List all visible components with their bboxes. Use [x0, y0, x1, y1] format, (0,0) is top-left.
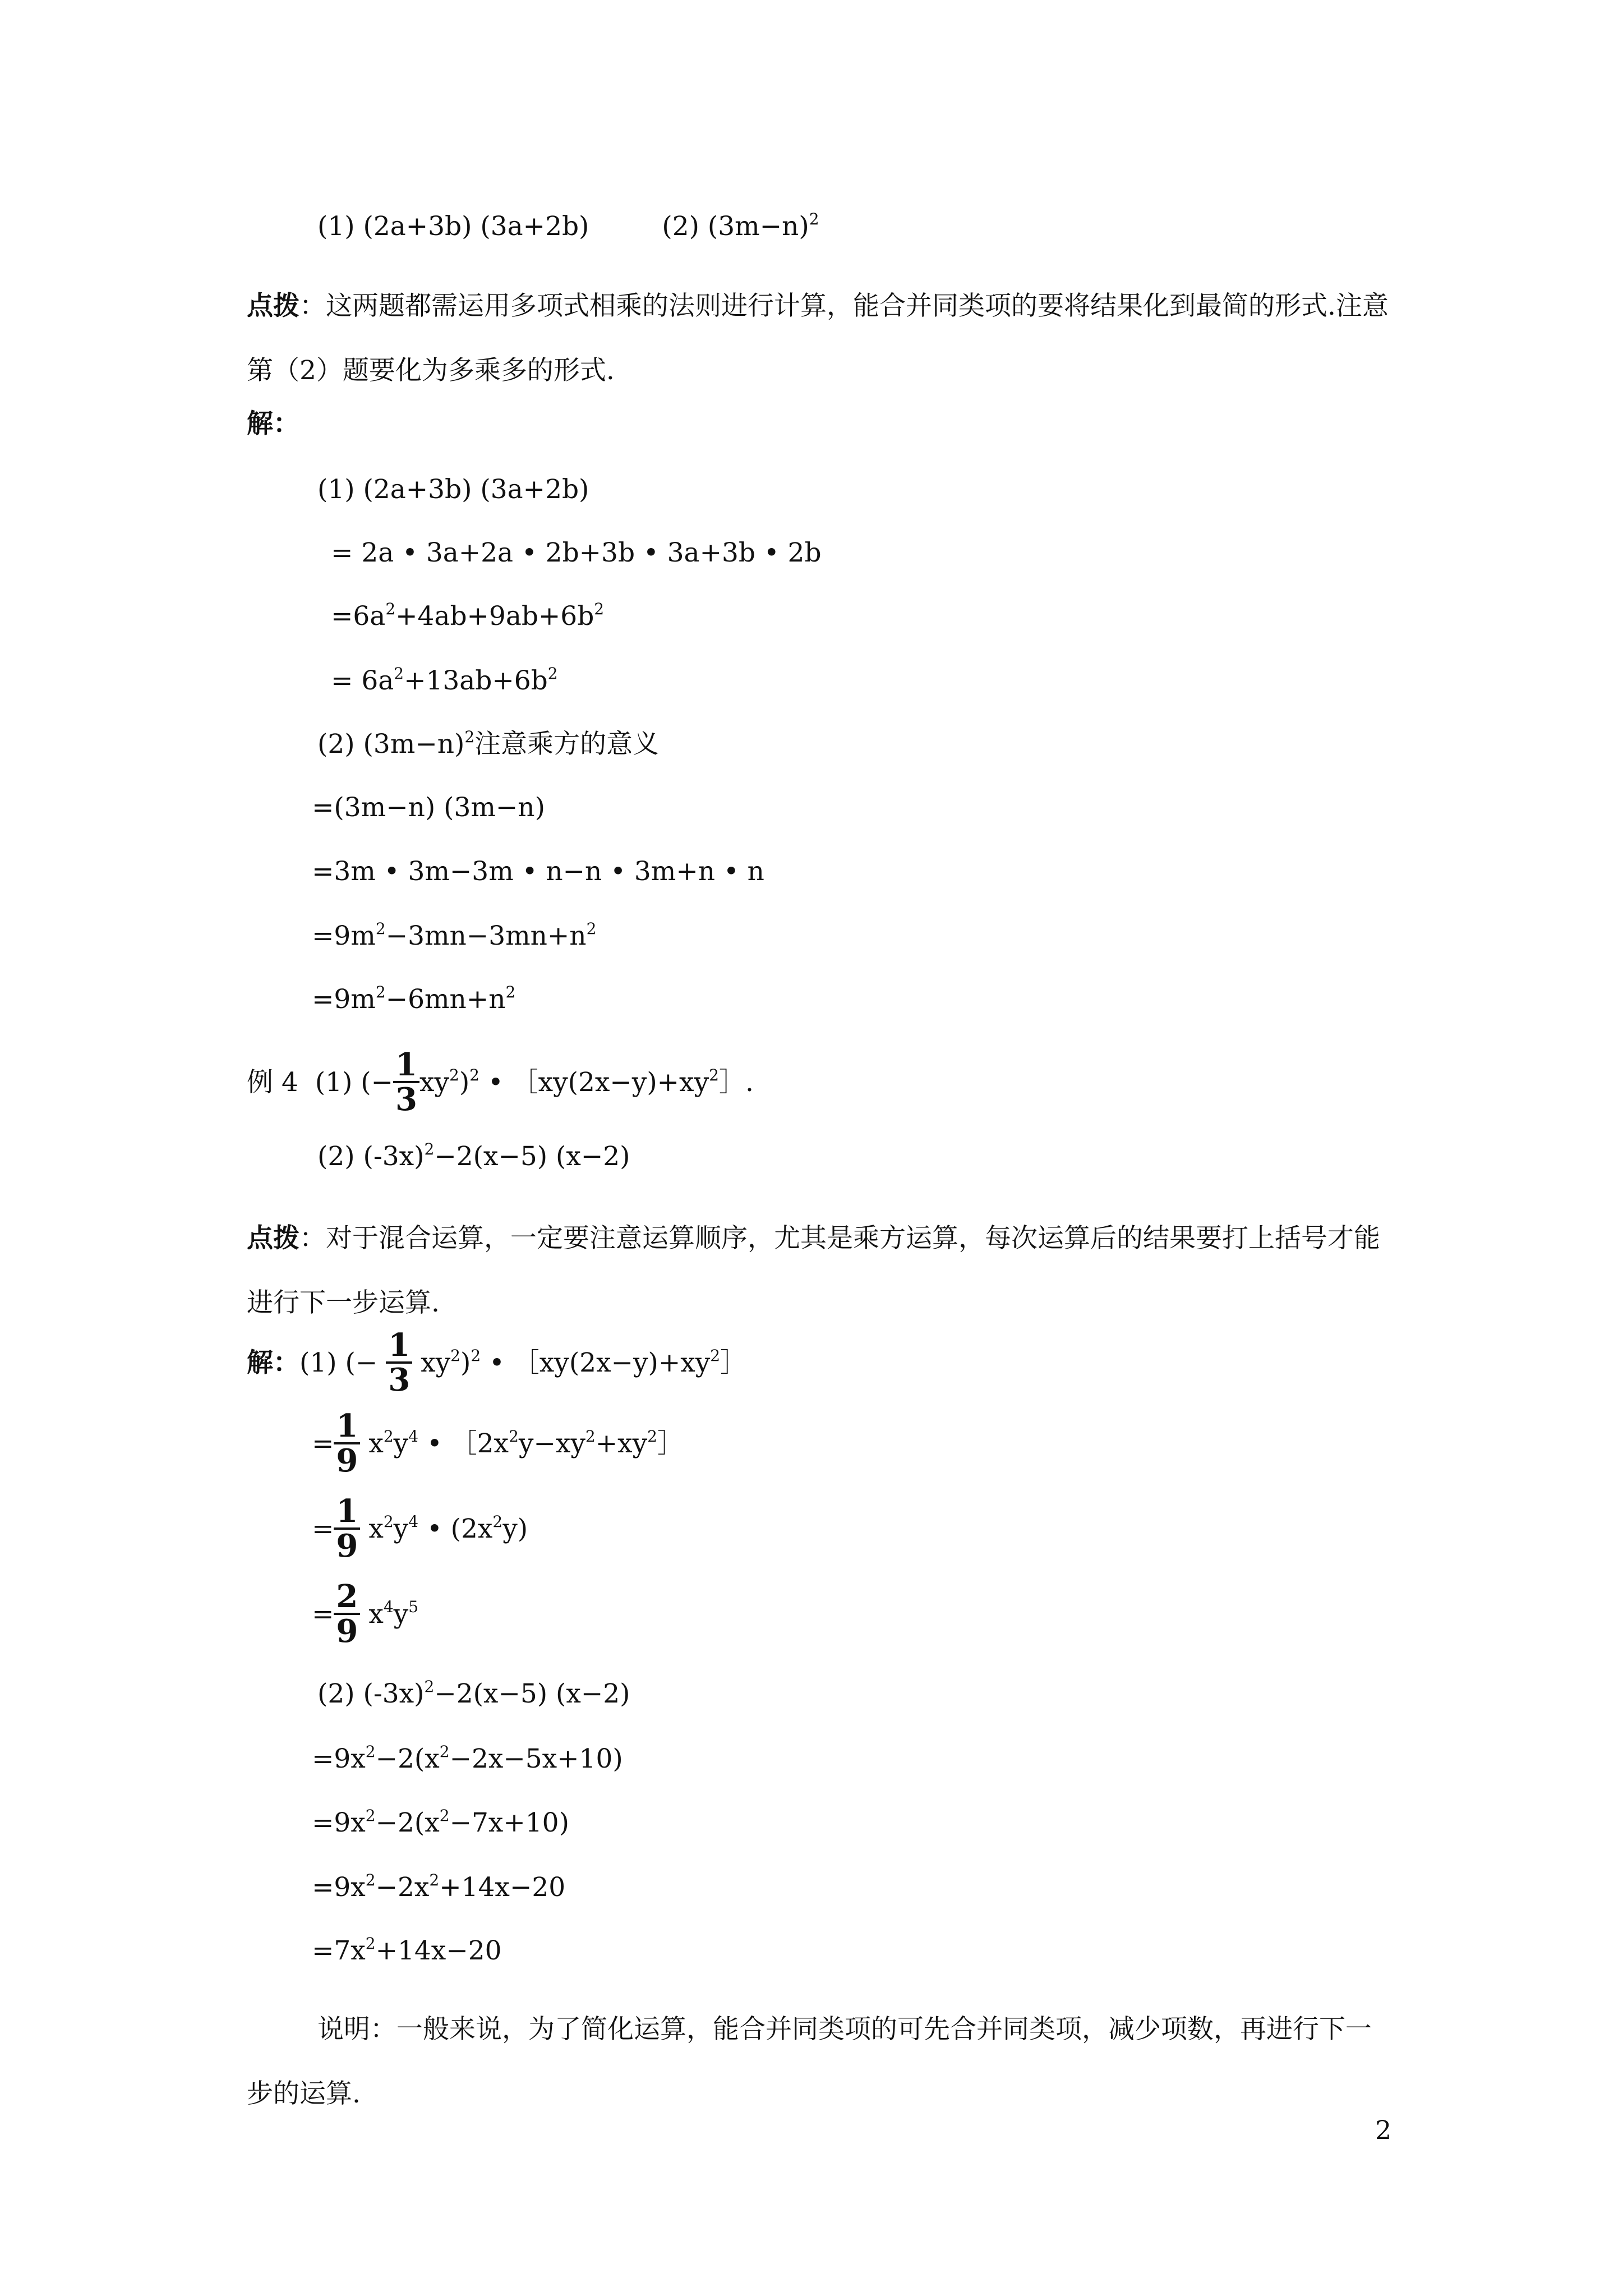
solution-line: $=7x^2+14x-20$ [312, 1934, 502, 1966]
problem-line [317, 210, 819, 243]
solution-line: $=9x^2-2(x^2-7x+10)$ [312, 1806, 569, 1838]
hint-paragraph [247, 274, 1391, 403]
hint-label: 点拨 [247, 1223, 299, 1254]
solution-line: (2) $(3m-n)^2$注意乘方的意义 [317, 728, 660, 760]
fraction: $\frac{1}{3}$ [393, 1048, 419, 1116]
solution-line: $=9m^2-6mn+n^2$ [312, 983, 516, 1015]
solution-line: =3m • 3m−3m • n−n • 3m+n • n [312, 856, 764, 887]
solution-line: = $6a^2+13ab+6b^2$ [331, 664, 558, 696]
solution-line: = $\frac{2}{9}$ $x^4y^5$ [312, 1578, 419, 1650]
fraction: $\frac{1}{9}$ [334, 1495, 360, 1562]
solution-label: 解： [247, 1347, 299, 1378]
fraction: $\frac{2}{9}$ [334, 1580, 360, 1648]
hint-label: 点拨 [247, 291, 299, 321]
exponent: 2 [809, 210, 819, 229]
problem-2: (2) (3m−n) [662, 211, 809, 242]
page-number: 2 [1375, 2115, 1392, 2145]
hint-text: ：这两题都需运用多项式相乘的法则进行计算，能合并同类项的要将结果化到最简的形式.注意第（2）题要化为多乘多的形式. [247, 291, 1389, 386]
solution-line: $=6a^2+4ab+9ab+6b^2$ [331, 600, 605, 632]
fraction: $\frac{1}{9}$ [334, 1410, 360, 1477]
hint-paragraph [247, 1206, 1391, 1335]
example-line: (2) $(-3x)^2-2(x-5)$ (x−2) [317, 1140, 630, 1172]
solution-line: $=9x^2-2(x^2-2x-5x+10)$ [312, 1742, 623, 1774]
example-label: 例 4 [247, 1067, 298, 1098]
solution-line: =(3m−n) (3m−n) [312, 792, 545, 823]
solution-line: = $\frac{1}{9}$ $x^2y^4$ • $[2x^2y-xy^2+xy^2]$ [312, 1407, 684, 1479]
solution-line: (1) (2a+3b) (3a+2b) [317, 474, 589, 505]
example-line: 例 4 (1) (− $\frac{1}{3}$ $xy^2)^2$ • $[xy(2x-y)+xy^2]$. [247, 1046, 754, 1118]
solution-line: $=9x^2-2x^2+14x-20$ [312, 1871, 566, 1903]
solution-label: 解： [247, 408, 299, 439]
solution-line: = $\frac{1}{9}$ $x^2y^4$ • $(2x^2y)$ [312, 1493, 528, 1565]
solution-line: $=9m^2-3mn-3mn+n^2$ [312, 919, 597, 951]
solution-line: 解：(1) (− $\frac{1}{3}$ $xy^2)^2$ • $[xy(2x-y)+xy^2]$ [247, 1327, 747, 1398]
fraction: $\frac{1}{3}$ [386, 1329, 412, 1396]
solution-line: (2) $(-3x)^2-2(x-5)$ (x−2) [317, 1677, 630, 1709]
solution-line: = 2a • 3a+2a • 2b+3b • 3a+3b • 2b [331, 537, 822, 568]
note-paragraph: 说明：一般来说，为了简化运算，能合并同类项的可先合并同类项，减少项数，再进行下一步的运算. [247, 2014, 1372, 2109]
problem-1: (1) (2a+3b) (3a+2b) [317, 211, 589, 242]
hint-text: ：对于混合运算，一定要注意运算顺序，尤其是乘方运算，每次运算后的结果要打上括号才能进行下一步运算. [247, 1223, 1380, 1318]
